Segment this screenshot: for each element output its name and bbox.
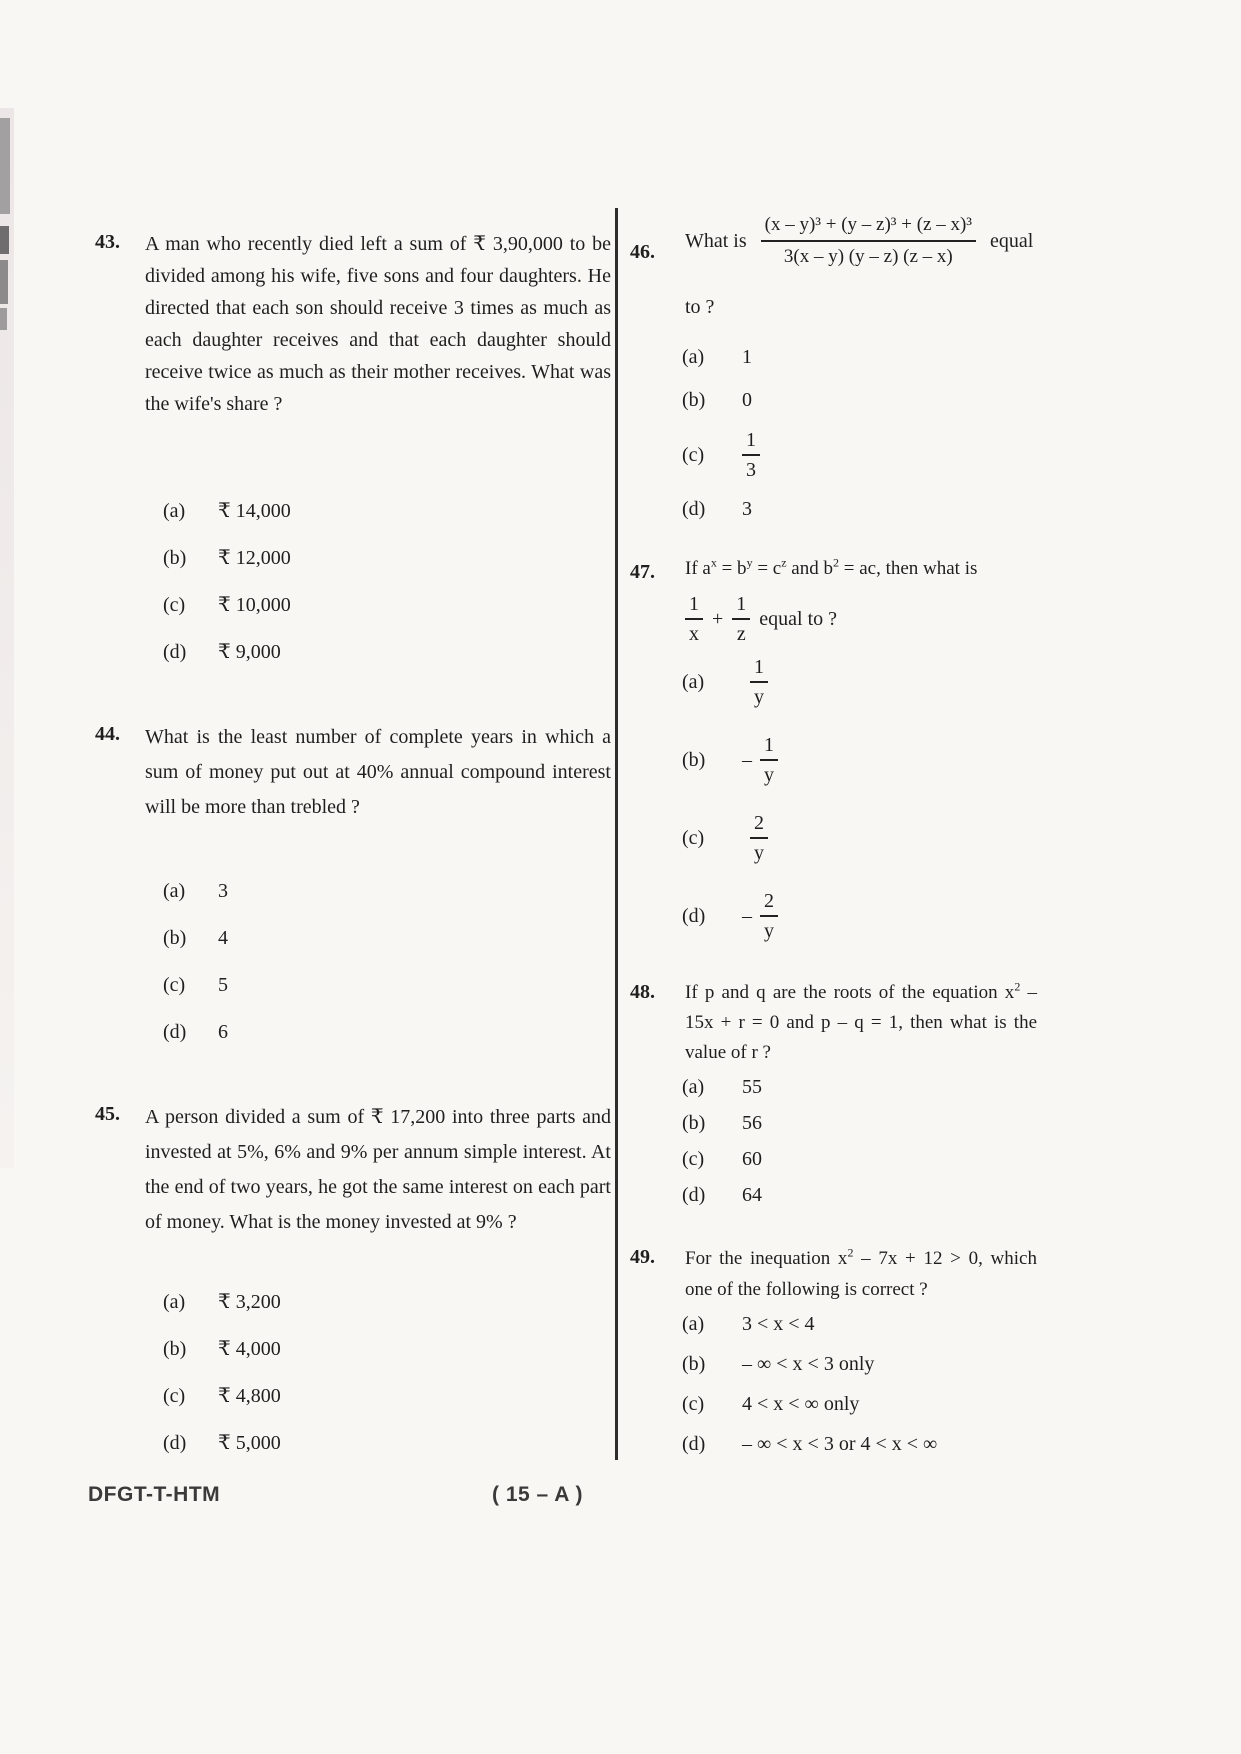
column-divider — [615, 208, 618, 1460]
question-45-options — [163, 1289, 281, 1477]
fraction-denominator: y — [754, 686, 764, 708]
question-49 — [630, 1243, 1050, 1305]
option-value: ₹ 5,000 — [218, 1432, 281, 1454]
fraction-numerator: 2 — [750, 811, 768, 839]
option-row — [163, 545, 291, 572]
option-value: 6 — [218, 1021, 228, 1043]
option-row — [682, 1146, 762, 1173]
option-row — [682, 889, 778, 943]
option-value: ₹ 3,200 — [218, 1291, 281, 1313]
superscript: y — [746, 555, 753, 570]
text-segment: If p and q are the roots of the equation x — [685, 982, 1015, 1003]
option-label: (a) — [163, 880, 186, 902]
option-label: (a) — [163, 1291, 186, 1313]
option-sign: – — [742, 904, 752, 927]
option-value: 4 — [218, 927, 228, 949]
option-row — [163, 1019, 228, 1046]
question-number: 44. — [95, 723, 120, 745]
fraction-numerator: (x – y)³ + (y – z)³ + (z – x)³ — [761, 212, 976, 242]
fraction-denominator: x — [689, 623, 699, 645]
option-fraction — [760, 889, 778, 943]
option-row — [682, 428, 760, 482]
fraction-numerator: 1 — [742, 428, 760, 456]
option-row — [163, 1383, 281, 1410]
option-value: 55 — [742, 1076, 762, 1098]
option-fraction — [742, 428, 760, 482]
option-label: (b) — [682, 1353, 706, 1375]
question-expression — [685, 592, 1060, 646]
option-label: (a) — [682, 1313, 705, 1335]
option-row — [682, 1182, 762, 1209]
option-fraction — [750, 811, 768, 865]
option-row — [682, 1391, 937, 1418]
option-value: – ∞ < x < 3 only — [742, 1353, 875, 1375]
option-label: (b) — [163, 927, 187, 949]
fraction-denominator: 3 — [746, 459, 756, 481]
text-segment: If a — [685, 558, 711, 579]
option-value: ₹ 10,000 — [218, 594, 291, 616]
question-47 — [630, 555, 1060, 646]
fraction — [685, 592, 703, 646]
fraction-numerator: 1 — [760, 733, 778, 761]
option-label: (c) — [682, 826, 705, 849]
option-value: 0 — [742, 389, 752, 411]
text-segment: = b — [716, 558, 747, 579]
option-row — [163, 498, 291, 525]
question-lead-text: What is — [685, 229, 747, 252]
text-segment: – 7x + 12 > 0, which one of the following is correct ? — [685, 1248, 1037, 1300]
fraction — [732, 592, 750, 646]
fraction-denominator: y — [764, 764, 774, 786]
option-label: (b) — [682, 748, 706, 771]
option-row — [682, 496, 760, 523]
option-row — [682, 1351, 937, 1378]
option-label: (c) — [682, 1148, 705, 1170]
question-48 — [630, 978, 1050, 1068]
option-sign: – — [742, 748, 752, 771]
option-value: 64 — [742, 1184, 762, 1206]
option-value: – ∞ < x < 3 or 4 < x < ∞ — [742, 1433, 938, 1455]
option-row — [682, 387, 760, 414]
superscript: 2 — [1014, 979, 1021, 994]
superscript: 2 — [847, 1245, 854, 1260]
text-segment: and b — [786, 558, 833, 579]
option-row — [163, 592, 291, 619]
question-text — [685, 555, 1060, 580]
question-number: 46. — [630, 241, 655, 263]
option-label: (d) — [682, 904, 706, 927]
option-label: (c) — [163, 594, 186, 616]
operator: + — [712, 607, 724, 630]
question-number: 47. — [630, 561, 655, 583]
text-segment: = c — [752, 558, 782, 579]
question-text: A man who recently died left a sum of ₹ 3,90,000 to be divided among his wife, five sons and four daughters. He directed that each son should receive 3 times as much as each daughter receives and that each daughter should receive twice as much as their mother receives. What was the wife's share ? — [145, 233, 611, 415]
option-value: 5 — [218, 974, 228, 996]
fraction-denominator: z — [736, 623, 746, 645]
question-text: A person divided a sum of ₹ 17,200 into three parts and invested at 5%, 6% and 9% per annum simple interest. At the end of two years, he got the same interest on each part of money. What is the money invested at 9% ? — [145, 1106, 611, 1233]
option-label: (a) — [682, 670, 705, 693]
option-value: 3 — [218, 880, 228, 902]
question-48-options — [682, 1074, 762, 1218]
option-row — [163, 878, 228, 905]
option-row — [163, 972, 228, 999]
option-row — [682, 1431, 937, 1458]
option-value: 56 — [742, 1112, 762, 1134]
option-label: (a) — [163, 500, 186, 522]
fraction-denominator: 3(x – y) (y – z) (z – x) — [783, 246, 953, 267]
text-segment: = ac, then what is — [838, 558, 978, 579]
option-value: ₹ 14,000 — [218, 500, 291, 522]
option-label: (a) — [682, 346, 705, 368]
option-fraction — [760, 733, 778, 787]
option-value: ₹ 4,800 — [218, 1385, 281, 1407]
option-value: ₹ 4,000 — [218, 1338, 281, 1360]
option-label: (d) — [682, 1184, 706, 1206]
option-value: 4 < x < ∞ only — [742, 1393, 860, 1415]
option-row — [163, 1336, 281, 1363]
question-number: 45. — [95, 1103, 120, 1125]
question-46 — [630, 212, 1150, 319]
text-segment: For the inequation x — [685, 1248, 848, 1269]
question-number: 49. — [630, 1246, 655, 1268]
question-text-line2: to ? — [685, 296, 715, 318]
option-label: (d) — [163, 1021, 187, 1043]
option-label: (b) — [682, 1112, 706, 1134]
option-row — [163, 1289, 281, 1316]
option-row — [682, 733, 778, 787]
option-label: (d) — [682, 498, 706, 520]
question-text: What is the least number of complete years in which a sum of money put out at 40% annual compound interest will be more than trebled ? — [145, 726, 611, 818]
text-segment: – 15x + r = 0 and p – q = 1, then what is the value of r ? — [685, 982, 1037, 1063]
superscript: 2 — [832, 555, 839, 570]
option-label: (b) — [163, 547, 187, 569]
option-label: (a) — [682, 1076, 705, 1098]
option-value: 60 — [742, 1148, 762, 1170]
question-49-options — [682, 1311, 937, 1471]
option-value: ₹ 12,000 — [218, 547, 291, 569]
option-row — [682, 1074, 762, 1101]
fraction-numerator: 1 — [750, 655, 768, 683]
option-label: (c) — [163, 1385, 186, 1407]
question-tail-text: equal — [990, 229, 1034, 252]
option-value: 3 — [742, 498, 752, 520]
option-row — [163, 639, 291, 666]
option-row — [163, 925, 228, 952]
option-label: (d) — [163, 641, 187, 663]
question-43 — [90, 228, 615, 420]
question-44-options — [163, 878, 228, 1066]
question-tail-text: equal to ? — [759, 607, 838, 630]
fraction-numerator: 1 — [685, 592, 703, 620]
option-label: (d) — [163, 1432, 187, 1454]
scan-edge-artifact — [0, 260, 8, 304]
question-44 — [90, 720, 615, 825]
question-text — [685, 978, 1037, 1068]
question-47-options — [682, 655, 778, 967]
option-row — [682, 1110, 762, 1137]
scan-edge-artifact — [0, 308, 7, 330]
option-label: (d) — [682, 1433, 706, 1455]
fraction-denominator: y — [764, 920, 774, 942]
option-value: 1 — [742, 346, 752, 368]
option-label: (c) — [163, 974, 186, 996]
superscript: x — [710, 555, 717, 570]
fraction — [761, 212, 976, 270]
option-label: (c) — [682, 1393, 705, 1415]
question-43-options — [163, 498, 291, 686]
option-value: 3 < x < 4 — [742, 1313, 815, 1335]
option-row — [682, 655, 778, 709]
option-row — [682, 344, 760, 371]
option-row — [682, 811, 778, 865]
fraction-numerator: 1 — [732, 592, 750, 620]
question-46-options — [682, 344, 760, 523]
question-text — [685, 212, 1150, 270]
option-row — [163, 1430, 281, 1457]
option-row — [682, 1311, 937, 1338]
booklet-code: DFGT-T-HTM — [88, 1483, 221, 1506]
scan-edge-artifact — [0, 118, 10, 214]
option-value: ₹ 9,000 — [218, 641, 281, 663]
question-number: 43. — [95, 231, 120, 253]
option-fraction — [750, 655, 768, 709]
question-45 — [90, 1100, 615, 1240]
question-number: 48. — [630, 981, 655, 1003]
page-number: ( 15 – A ) — [492, 1483, 583, 1506]
fraction-denominator: y — [754, 842, 764, 864]
option-label: (b) — [682, 389, 706, 411]
question-text — [685, 1243, 1037, 1305]
fraction-numerator: 2 — [760, 889, 778, 917]
scan-edge-artifact — [0, 226, 9, 254]
superscript: z — [781, 555, 787, 570]
option-label: (b) — [163, 1338, 187, 1360]
option-label: (c) — [682, 443, 705, 466]
